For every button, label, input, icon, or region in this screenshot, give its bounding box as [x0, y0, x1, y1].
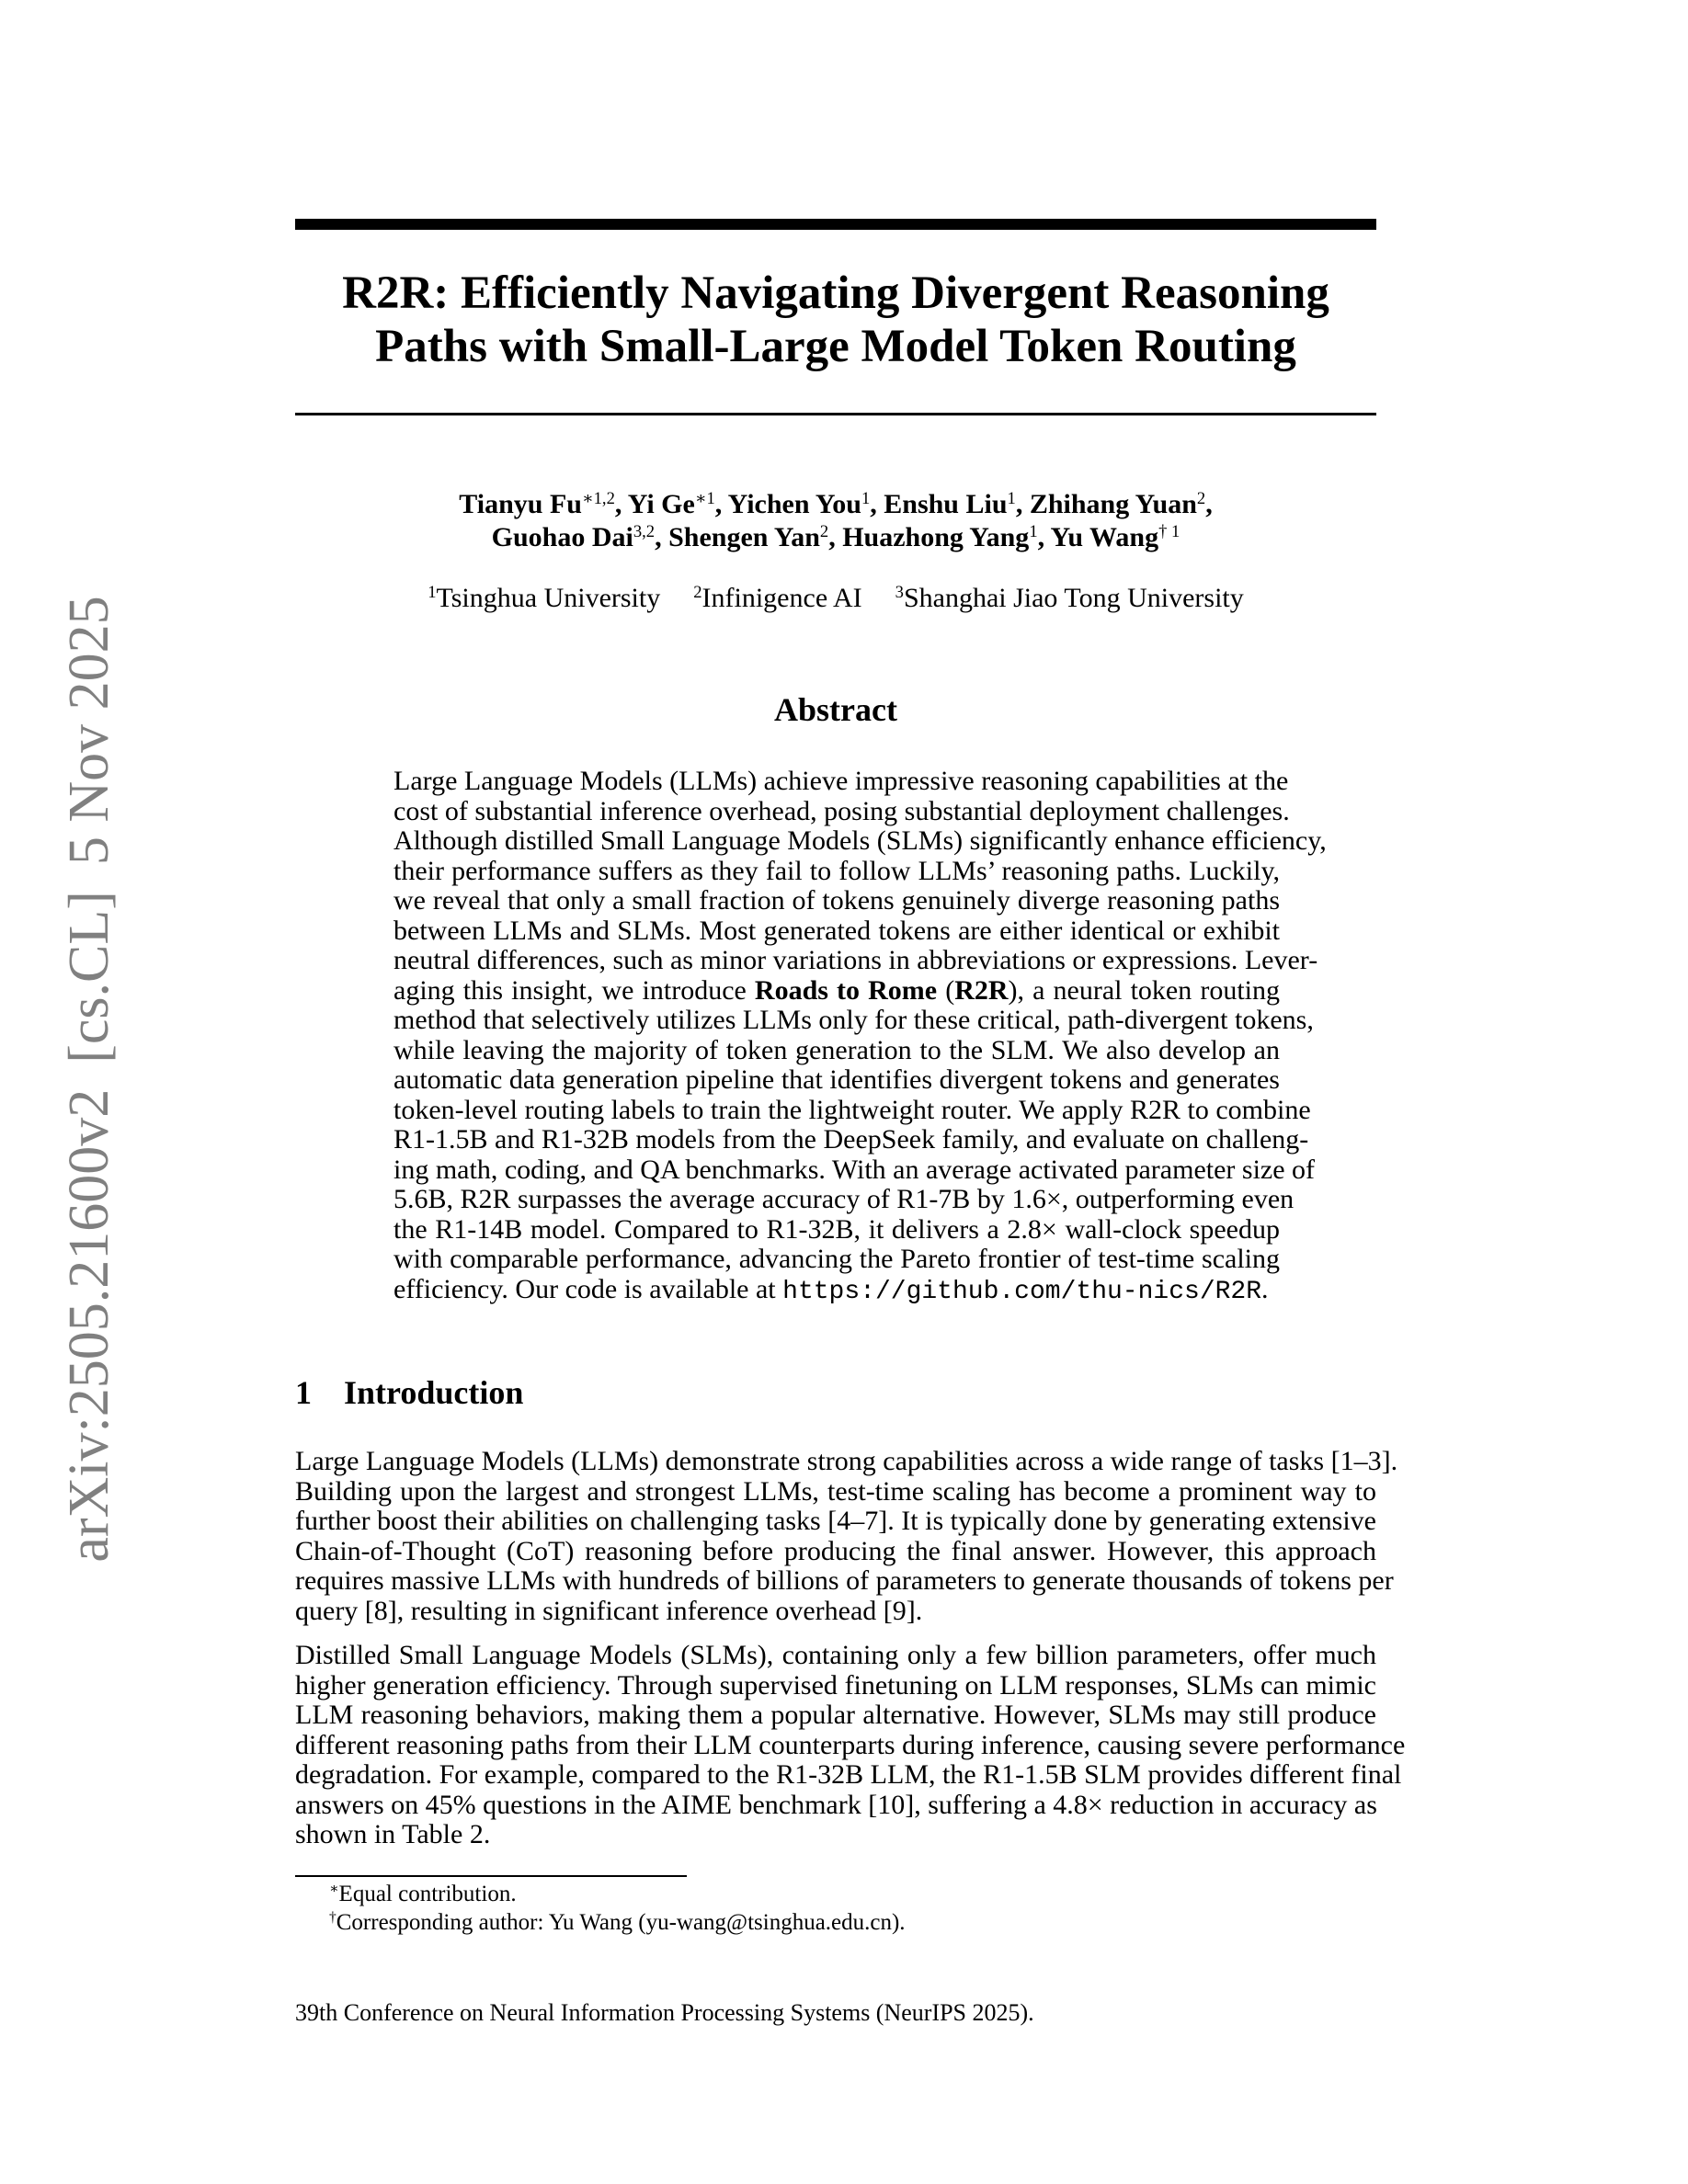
- abstract-body: [393, 766, 1327, 1306]
- author-affiliation-mark: ∗1,2: [581, 488, 615, 508]
- text-line: Chain-of-Thought (CoT) reasoning before producing the final answer. However, this approach: [295, 1535, 1376, 1566]
- bold-text: R2R: [954, 974, 1009, 1006]
- text-line: we reveal that only a small fraction of tokens genuinely diverge reasoning paths: [393, 885, 1280, 916]
- author-name: Huazhong Yang: [842, 522, 1030, 552]
- text-segment: efficiency. Our code is available at: [393, 1273, 783, 1304]
- text-line: [393, 976, 1280, 1007]
- footnote-rule: [295, 1875, 687, 1877]
- text-line: Distilled Small Language Models (SLMs), containing only a few billion parameters, offer much: [295, 1640, 1376, 1670]
- text-line: with comparable performance, advancing the Pareto frontier of test-time scaling: [393, 1244, 1280, 1274]
- paper-title: [295, 267, 1376, 373]
- conference-note: 39th Conference on Neural Information Processing Systems (NeurIPS 2025).: [295, 1999, 1034, 2026]
- author-affiliation-mark: 1: [861, 488, 871, 508]
- intro-paragraph-1: [295, 1446, 1398, 1626]
- section-number: 1: [295, 1374, 312, 1411]
- title-bottom-rule: [295, 413, 1376, 415]
- author-name: Yi Ge: [627, 489, 695, 519]
- footnote: [329, 1908, 906, 1937]
- footnote-mark: ∗: [329, 1881, 339, 1897]
- code-link[interactable]: https://github.com/thu-nics/R2R: [782, 1277, 1262, 1306]
- arxiv-date: 5 Nov 2025: [58, 596, 120, 866]
- footnote-mark: †: [329, 1909, 336, 1926]
- text-line: method that selectively utilizes LLMs only for these critical, path-divergent tokens,: [393, 1005, 1314, 1035]
- affiliation: [693, 583, 861, 613]
- text-line: token-level routing labels to train the lightweight router. We apply R2R to combine: [393, 1094, 1311, 1125]
- text-line: Large Language Models (LLMs) achieve impressive reasoning capabilities at the: [393, 766, 1289, 796]
- text-line: requires massive LLMs with hundreds of billions of parameters to generate thousands of tokens per: [295, 1565, 1394, 1596]
- text-line: Large Language Models (LLMs) demonstrate strong capabilities across a wide range of tasks [1–3].: [295, 1446, 1398, 1476]
- author-name: Tianyu Fu: [459, 489, 582, 519]
- affiliations: [295, 582, 1376, 615]
- text-line: 5.6B, R2R surpasses the average accuracy of R1-7B by 1.6×, outperforming even: [393, 1184, 1295, 1214]
- arxiv-category: [cs.CL]: [58, 891, 120, 1064]
- title-line-1: R2R: Efficiently Navigating Divergent Reasoning: [342, 267, 1329, 319]
- affiliation-number: 2: [693, 582, 702, 602]
- text-line: query [8], resulting in significant inference overhead [9].: [295, 1595, 923, 1626]
- footnote-text: Equal contribution.: [338, 1882, 517, 1906]
- text-segment: .: [1261, 1273, 1269, 1304]
- text-segment: ), a neural token routing: [1008, 974, 1280, 1006]
- author-affiliation-mark: 2: [1196, 488, 1206, 508]
- affiliation-name: Infinigence AI: [701, 583, 862, 613]
- text-segment: (: [937, 974, 955, 1006]
- section-heading-introduction: [295, 1374, 523, 1411]
- text-line: neutral differences, such as minor variations in abbreviations or expressions. Lever-: [393, 945, 1318, 975]
- affiliation-number: 3: [895, 582, 904, 602]
- arxiv-stamp: [57, 528, 121, 1631]
- affiliation-name: Tsinghua University: [436, 583, 661, 613]
- text-segment: aging this insight, we introduce: [393, 974, 755, 1006]
- text-line: [393, 1275, 1280, 1305]
- text-line: LLM reasoning behaviors, making them a popular alternative. However, SLMs may still produce: [295, 1700, 1376, 1730]
- abstract-heading: Abstract: [774, 691, 897, 728]
- footnotes: [329, 1880, 906, 1937]
- author-affiliation-mark: ∗1: [694, 488, 715, 508]
- text-line: cost of substantial inference overhead, posing substantial deployment challenges.: [393, 795, 1290, 826]
- author-affiliation-mark: 3,2: [633, 521, 656, 541]
- text-line: Building upon the largest and strongest LLMs, test-time scaling has become a prominent way to: [295, 1475, 1376, 1507]
- author-name: Yichen You: [727, 489, 861, 519]
- text-line: degradation. For example, compared to the R1-32B LLM, the R1-1.5B SLM provides different final: [295, 1759, 1402, 1790]
- author-name: Enshu Liu: [884, 489, 1008, 519]
- section-title: Introduction: [344, 1374, 524, 1411]
- author-affiliation-mark: † 1: [1158, 521, 1180, 541]
- author-name: Guohao Dai: [491, 522, 633, 552]
- author-affiliation-mark: 2: [819, 521, 829, 541]
- author-affiliation-mark: 1: [1029, 521, 1038, 541]
- author-name: Zhihang Yuan: [1029, 489, 1197, 519]
- text-line: automatic data generation pipeline that identifies divergent tokens and generates: [393, 1064, 1280, 1095]
- arxiv-id: arXiv:2505.21600v2: [58, 1088, 120, 1563]
- text-line: R1-1.5B and R1-32B models from the DeepSeek family, and evaluate on challeng-: [393, 1124, 1309, 1155]
- text-line: further boost their abilities on challenging tasks [4–7]. It is typically done by generating extensive: [295, 1506, 1376, 1536]
- affiliation: [428, 583, 660, 613]
- intro-paragraph-2: [295, 1640, 1406, 1850]
- footnote: [329, 1880, 906, 1908]
- text-line: different reasoning paths from their LLM counterparts during inference, causing severe performance: [295, 1729, 1406, 1760]
- text-line: ing math, coding, and QA benchmarks. With an average activated parameter size of: [393, 1154, 1316, 1185]
- text-line: Although distilled Small Language Models (SLMs) significantly enhance efficiency,: [393, 825, 1327, 856]
- author-line-2: Guohao Dai$^{3,2}$, Shengen Yan$^2$, Huazhong Yang$^1$, Yu Wang$^{\dagger 1}$: [491, 521, 1180, 552]
- author-list: [295, 488, 1376, 554]
- author-affiliation-mark: 1: [1007, 488, 1016, 508]
- text-line: the R1-14B model. Compared to R1-32B, it delivers a 2.8× wall-clock speedup: [393, 1213, 1280, 1245]
- author-line-1: Tianyu $Fu^{∗1,2}$, Yi $Ge^{∗1}$, Yichen You$^1$, Enshu Liu$^1$, Zhihang Yuan$^2$,: [459, 488, 1213, 519]
- author-name: Shengen Yan: [668, 522, 820, 552]
- text-line: shown in Table 2.: [295, 1819, 491, 1849]
- text-line: while leaving the majority of token generation to the SLM. We also develop an: [393, 1034, 1280, 1065]
- author-name: Yu Wang: [1050, 522, 1159, 552]
- affiliation-number: 1: [428, 582, 437, 602]
- affiliation: [895, 583, 1244, 613]
- bold-text: Roads to Rome: [754, 974, 938, 1006]
- title-top-rule: [295, 219, 1376, 230]
- text-line: higher generation efficiency. Through supervised finetuning on LLM responses, SLMs can mimic: [295, 1669, 1376, 1701]
- text-line: answers on 45% questions in the AIME benchmark [10], suffering a 4.8× reduction in accuracy as: [295, 1789, 1377, 1820]
- title-line-2: Paths with Small-Large Model Token Routing: [375, 321, 1296, 372]
- affiliation-name: Shanghai Jiao Tong University: [903, 583, 1244, 613]
- text-line: between LLMs and SLMs. Most generated tokens are either identical or exhibit: [393, 915, 1280, 946]
- text-line: their performance suffers as they fail to follow LLMs’ reasoning paths. Luckily,: [393, 855, 1280, 886]
- footnote-text: Corresponding author: Yu Wang (yu-wang@tsinghua.edu.cn).: [336, 1910, 906, 1935]
